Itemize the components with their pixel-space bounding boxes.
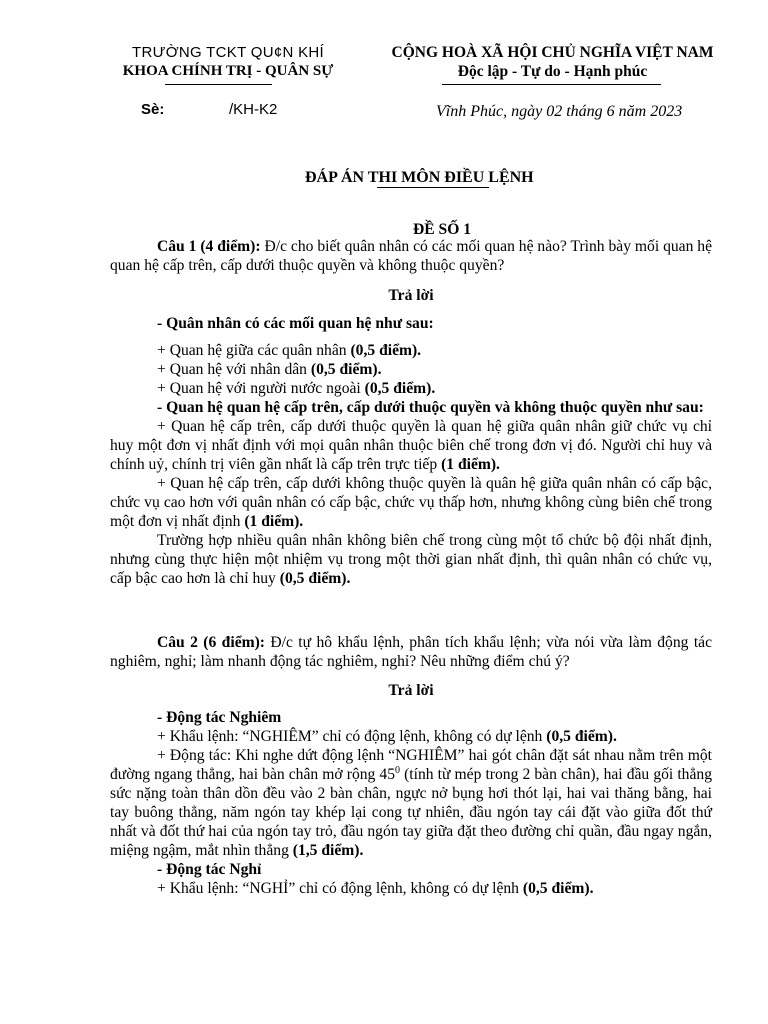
answer-heading-1: Trả lời bbox=[388, 287, 434, 304]
question-1-block bbox=[110, 237, 712, 275]
question-2-block bbox=[110, 633, 712, 671]
q1-answer-body bbox=[110, 341, 712, 588]
school-name: TRƯỜNG TCKT QU¢N KHÍ bbox=[132, 44, 324, 61]
question-2 bbox=[110, 633, 712, 671]
q1-point-1-heading: - Quân nhân có các mối quan hệ như sau: bbox=[157, 315, 434, 332]
paragraph: + Khẩu lệnh: “NGHỈ” chỉ có động lệnh, không có dự lệnh (0,5 điểm). bbox=[157, 880, 594, 897]
answer-heading-2: Trả lời bbox=[388, 682, 434, 699]
paragraph: + Quan hệ cấp trên, cấp dưới thuộc quyền là quan hệ giữa quân nhân giữ chức vụ chỉ huy một đơn vị nhất định với mọi quân nhân thuộc biên chế trong đơn vị đó. Người chỉ huy và chính uỷ, chính trị viên gần nhất là cấp trên trực tiếp (1 điểm). bbox=[110, 418, 712, 473]
question-2-text: Đ/c tự hô khẩu lệnh, phân tích khẩu lệnh; vừa nói vừa làm động tác nghiêm, nghỉ; làm nhanh động tác nghiêm, nghỉ? Nêu những điểm chú ý? bbox=[110, 634, 712, 670]
paragraph: + Khẩu lệnh: “NGHIÊM” chỉ có động lệnh, không có dự lệnh (0,5 điểm). bbox=[157, 728, 617, 745]
question-2-label: Câu 2 (6 điểm): bbox=[157, 634, 265, 651]
section-heading: - Động tác Nghiêm bbox=[157, 709, 282, 726]
question-1-label: Câu 1 (4 điểm): bbox=[157, 238, 261, 255]
title-underline bbox=[377, 187, 489, 188]
header-left-underline bbox=[165, 84, 272, 85]
q1-point-2-heading: - Quan hệ quan hệ cấp trên, cấp dưới thuộc quyền và không thuộc quyền như sau: bbox=[157, 399, 704, 416]
section-heading: - Động tác Nghỉ bbox=[157, 861, 262, 878]
paragraph: Trường hợp nhiều quân nhân không biên chế trong cùng một tổ chức bộ đội nhất định, nhưng cùng thực hiện một nhiệm vụ trong một thời gian nhất định, thì quân nhân có chức vụ, cấp bậc cao hơn là chỉ huy (0,5 điểm). bbox=[110, 532, 712, 587]
paragraph: + Động tác: Khi nghe dứt động lệnh “NGHIÊM” hai gót chân đặt sát nhau nằm trên một đường ngang thẳng, hai bàn chân mở rộng $45^0$ (tính từ mép trong 2 bàn chân), hai đầu gối thẳng sức nặng toàn thân dồn đều vào 2 bàn chân, ngực nở bụng hơi thót lại, hai vai thăng bằng, hai tay buông thẳng, năm ngón tay khép lại cong tự nhiên, đầu ngón tay cái đặt vào giữa đốt thứ nhất và đốt thứ hai của ngón tay trỏ, đầu ngón tay giữa đặt theo đường chỉ quần, đầu ngay ngắn, miệng ngậm, mắt nhìn thẳng (1,5 điểm). bbox=[110, 747, 712, 859]
national-motto: Độc lập - Tự do - Hạnh phúc bbox=[457, 63, 648, 80]
doc-number-code: /KH-K2 bbox=[229, 101, 278, 118]
country-name: CỘNG HOÀ XÃ HỘI CHỦ NGHĨA VIỆT NAM bbox=[391, 44, 714, 61]
doc-number-label: Sè: bbox=[141, 101, 165, 118]
org-header bbox=[98, 43, 358, 81]
list-item: + Quan hệ với người nước ngoài (0,5 điểm). bbox=[157, 380, 436, 397]
list-item: + Quan hệ với nhân dân (0,5 điểm). bbox=[157, 361, 382, 378]
list-item: + Quan hệ giữa các quân nhân (0,5 điểm). bbox=[157, 342, 422, 359]
date-line: Vĩnh Phúc, ngày 02 tháng 6 năm 2023 bbox=[436, 103, 683, 120]
q2-answer-body bbox=[110, 708, 712, 898]
motto-underline bbox=[442, 84, 661, 85]
question-1 bbox=[110, 237, 712, 275]
document-title: ĐÁP ÁN THI MÔN ĐIỀU LỆNH bbox=[305, 169, 534, 186]
question-1-text: Đ/c cho biết quân nhân có các mối quan hệ nào? Trình bày mối quan hệ quan hệ cấp trên, cấp dưới thuộc quyền và không thuộc quyền? bbox=[110, 238, 713, 274]
exam-set-heading: ĐỀ SỐ 1 bbox=[413, 221, 472, 238]
faculty-name: KHOA CHÍNH TRỊ - QUÂN SỰ bbox=[122, 63, 334, 79]
national-header bbox=[370, 43, 735, 81]
paragraph: + Quan hệ cấp trên, cấp dưới không thuộc quyền là quân hệ giữa quân nhân có cấp bậc, chức vụ cao hơn với quân nhân có cấp bậc, chức vụ thấp hơn, nhưng không cùng biên chế trong một đơn vị nhất định (1 điểm). bbox=[110, 475, 712, 530]
